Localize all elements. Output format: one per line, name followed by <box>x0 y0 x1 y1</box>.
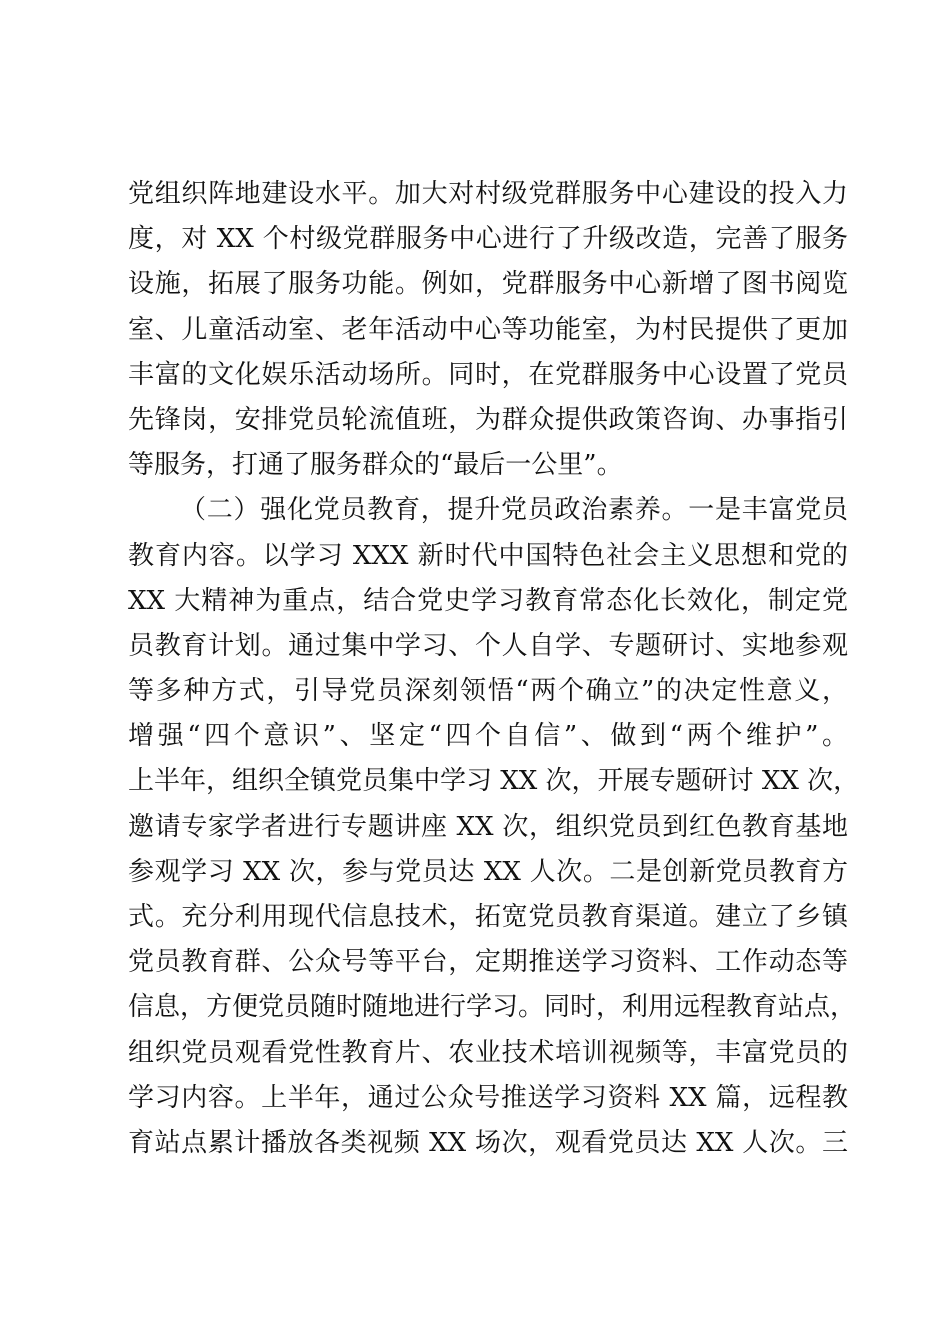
text-line: 党员教育群、公众号等平台，定期推送学习资料、工作动态等 <box>128 947 848 978</box>
text-line: 党组织阵地建设水平。加大对村级党群服务中心建设的投入力 <box>128 179 848 209</box>
text-line: 邀请专家学者进行专题讲座 XX 次，组织党员到红色教育基地 <box>128 811 848 842</box>
text-line: 式。充分利用现代信息技术，拓宽党员教育渠道。建立了乡镇 <box>128 902 848 932</box>
text-line: 上半年，组织全镇党员集中学习 XX 次，开展专题研讨 XX 次， <box>128 766 860 797</box>
text-line: 等服务，打通了服务群众的“最后一公里”。 <box>128 450 623 481</box>
text-line: 增强“四个意识”、坚定“四个自信”、做到“两个维护”。 <box>128 721 848 752</box>
text-line: 室、儿童活动室、老年活动中心等功能室，为村民提供了更加 <box>128 314 848 345</box>
text-line: 信息，方便党员随时随地进行学习。同时，利用远程教育站点， <box>128 992 857 1023</box>
text-line: 学习内容。上半年，通过公众号推送学习资料 XX 篇，远程教 <box>128 1082 848 1113</box>
document-body <box>128 172 860 1166</box>
text-line: 丰富的文化娱乐活动场所。同时，在党群服务中心设置了党员 <box>128 359 848 390</box>
text-line: 组织党员观看党性教育片、农业技术培训视频等，丰富党员的 <box>128 1037 848 1068</box>
text-line: 员教育计划。通过集中学习、个人自学、专题研讨、实地参观 <box>128 630 848 661</box>
text-line: 先锋岗，安排党员轮流值班，为群众提供政策咨询、办事指引 <box>128 404 848 435</box>
section-heading-line: （二）强化党员教育，提升党员政治素养。一是丰富党员 <box>180 495 848 526</box>
text-line: 育站点累计播放各类视频 XX 场次，观看党员达 XX 人次。三 <box>128 1127 848 1158</box>
text-line: 设施，拓展了服务功能。例如，党群服务中心新增了图书阅览 <box>128 269 848 300</box>
text-line: 等多种方式，引导党员深刻领悟“两个确立”的决定性意义， <box>128 676 848 707</box>
text-line: 教育内容。以学习 XXX 新时代中国特色社会主义思想和党的 <box>128 540 848 571</box>
text-line: 参观学习 XX 次，参与党员达 XX 人次。二是创新党员教育方 <box>128 856 848 887</box>
text-line: XX 大精神为重点，结合党史学习教育常态化长效化，制定党 <box>128 585 848 616</box>
text-line: 度，对 XX 个村级党群服务中心进行了升级改造，完善了服务 <box>128 224 848 255</box>
